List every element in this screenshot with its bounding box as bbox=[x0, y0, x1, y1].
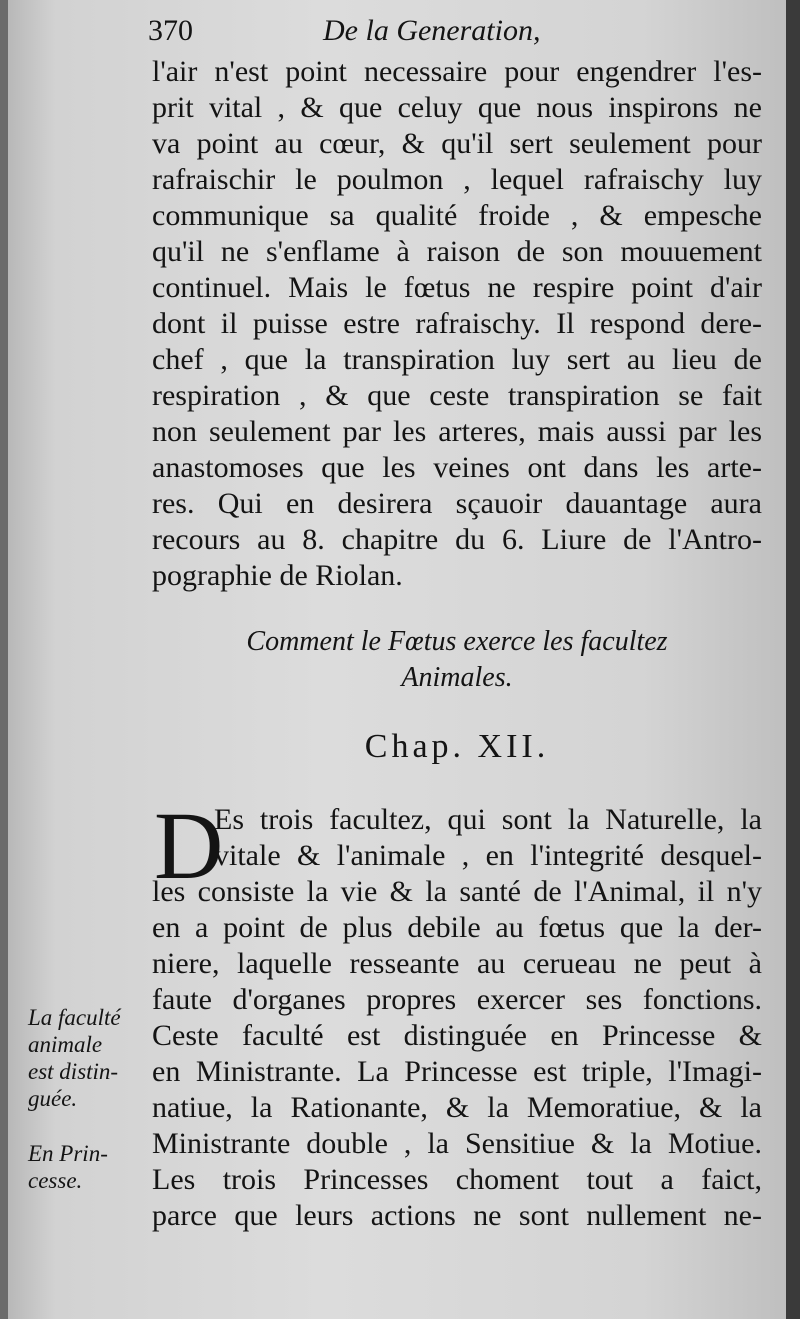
text-line: l'air n'est point necessaire pour engendrer l'es- bbox=[152, 55, 762, 88]
margin-note-line: guée. bbox=[28, 1086, 78, 1111]
text-line: Ceste faculté est distinguée en Princesse & bbox=[152, 1019, 762, 1052]
text-line: continuel. Mais le fœtus ne respire point d'air bbox=[152, 271, 762, 304]
text-line: chef , que la transpiration luy sert au lieu de bbox=[152, 343, 762, 376]
text-line: parce que leurs actions ne sont nullement ne- bbox=[152, 1199, 762, 1232]
margin-note-line: En Prin- bbox=[28, 1141, 108, 1166]
text-line: natiue, la Rationante, & la Memoratiue, & la bbox=[152, 1091, 762, 1124]
margin-note-princesse bbox=[28, 1140, 148, 1194]
text-line: va point au cœur, & qu'il sert seulement pour bbox=[152, 127, 762, 160]
text-line: qu'il ne s'enflame à raison de son mouuement bbox=[152, 235, 762, 268]
book-page bbox=[8, 0, 800, 1319]
text-line: rafraischir le poulmon , lequel rafraischy luy bbox=[152, 163, 762, 196]
page-number: 370 bbox=[148, 14, 193, 47]
text-line: dont il puisse estre rafraischy. Il respond dere- bbox=[152, 307, 762, 340]
text-line: en Ministrante. La Princesse est triple, l'Imagi- bbox=[152, 1055, 762, 1088]
text-line: faute d'organes propres exercer ses fonctions. bbox=[152, 983, 762, 1016]
running-title: De la Generation, bbox=[323, 14, 541, 47]
text-line: les consiste la vie & la santé de l'Animal, il n'y bbox=[152, 875, 762, 908]
text-line: non seulement par les arteres, mais aussi par les bbox=[152, 415, 762, 448]
text-line: en a point de plus debile au fœtus que la der- bbox=[152, 911, 762, 944]
margin-note-line: cesse. bbox=[28, 1168, 83, 1193]
chapter-title: Chap. XII. bbox=[364, 728, 550, 765]
text-line: Les trois Princesses choment tout a faict, bbox=[152, 1163, 762, 1196]
text-line: vitale & l'animale , en l'integrité desquel- bbox=[214, 839, 762, 872]
margin-note-line: animale bbox=[28, 1032, 103, 1057]
margin-note-faculty bbox=[28, 1004, 148, 1112]
text-line: prit vital , & que celuy que nous inspirons ne bbox=[152, 91, 762, 124]
text-line: Es trois facultez, qui sont la Naturelle, la bbox=[214, 803, 762, 836]
text-line: res. Qui en desirera sçauoir dauantage aura bbox=[152, 487, 762, 520]
margin-note-line: La faculté bbox=[28, 1005, 121, 1030]
text-line: Ministrante double , la Sensitiue & la Motiue. bbox=[152, 1127, 762, 1160]
section-heading-line1: Comment le Fœtus exerce les facultez bbox=[246, 626, 668, 657]
running-head bbox=[148, 14, 748, 54]
text-line: niere, laquelle resseante au cerueau ne peut à bbox=[152, 947, 762, 980]
drop-cap: D bbox=[154, 792, 224, 899]
text-line: anastomoses que les veines ont dans les arte- bbox=[152, 451, 762, 484]
page-edge bbox=[786, 0, 800, 1319]
text-line: communique sa qualité froide , & empesche bbox=[152, 199, 762, 232]
text-line: pographie de Riolan. bbox=[152, 559, 403, 592]
section-heading-line2: Animales. bbox=[401, 662, 513, 693]
margin-note-line: est distin- bbox=[28, 1059, 119, 1084]
text-line: respiration , & que ceste transpiration se fait bbox=[152, 379, 762, 412]
text-line: recours au 8. chapitre du 6. Liure de l'Antro- bbox=[152, 523, 762, 556]
